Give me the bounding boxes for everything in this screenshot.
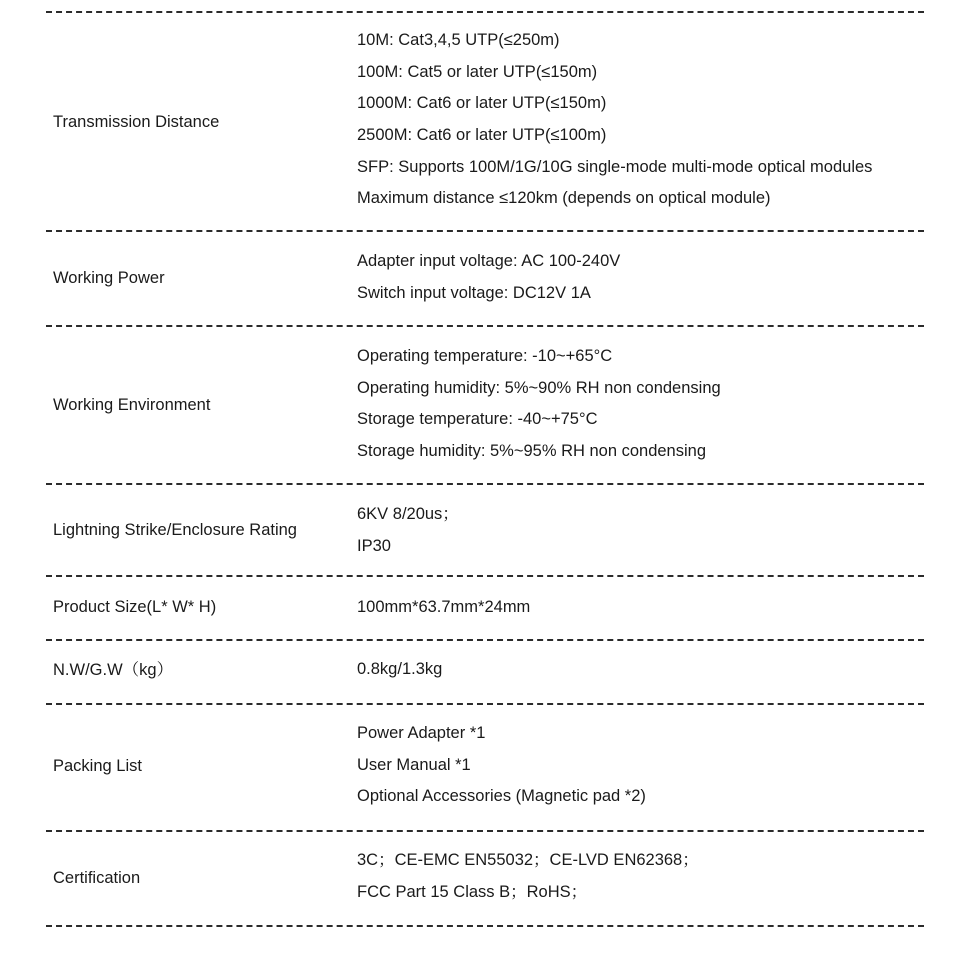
- spec-value: Storage humidity: 5%~95% RH non condensing: [357, 442, 707, 461]
- divider: [46, 639, 924, 641]
- spec-label: Working Environment: [53, 396, 211, 414]
- spec-value: 2500M: Cat6 or later UTP(≤100m): [357, 126, 607, 145]
- spec-value: Adapter input voltage: AC 100-240V: [357, 252, 621, 270]
- spec-value: Operating temperature: -10~+65°C: [357, 347, 613, 365]
- spec-value: 1000M: Cat6 or later UTP(≤150m): [357, 94, 607, 113]
- spec-values: [357, 341, 721, 468]
- spec-value: Operating humidity: 5%~90% RH non condensing: [357, 378, 721, 397]
- spec-value: User Manual *1: [357, 755, 471, 774]
- spec-value: IP30: [357, 536, 391, 555]
- spec-values: [357, 25, 872, 215]
- spec-values: [357, 246, 620, 309]
- spec-value: 0.8kg/1.3kg: [357, 660, 443, 678]
- spec-label: Transmission Distance: [53, 113, 220, 131]
- divider: [46, 575, 924, 577]
- divider: [46, 230, 924, 232]
- spec-values: [357, 718, 646, 813]
- spec-value: Optional Accessories (Magnetic pad *2): [357, 787, 646, 806]
- spec-values: [357, 499, 459, 562]
- spec-value: Maximum distance ≤120km (depends on optical module): [357, 189, 771, 208]
- spec-label: Certification: [53, 869, 141, 887]
- spec-value: 6KV 8/20us；: [357, 505, 459, 523]
- divider: [46, 325, 924, 327]
- spec-label: Lightning Strike/Enclosure Rating: [53, 521, 297, 539]
- spec-value: Power Adapter *1: [357, 724, 486, 742]
- spec-value: 10M: Cat3,4,5 UTP(≤250m): [357, 31, 560, 49]
- spec-value: Switch input voltage: DC12V 1A: [357, 283, 591, 302]
- spec-values: [357, 654, 442, 686]
- divider: [46, 925, 924, 927]
- divider: [46, 830, 924, 832]
- spec-value: 3C；CE-EMC EN55032；CE-LVD EN62368；: [357, 851, 699, 869]
- spec-value: SFP: Supports 100M/1G/10G single-mode multi-mode optical modules: [357, 157, 873, 176]
- spec-values: [357, 592, 530, 624]
- spec-values: [357, 845, 699, 908]
- spec-value: Storage temperature: -40~+75°C: [357, 410, 598, 429]
- spec-label: Working Power: [53, 269, 165, 287]
- divider: [46, 703, 924, 705]
- spec-label: Product Size(L* W* H): [53, 598, 217, 616]
- spec-value: 100mm*63.7mm*24mm: [357, 598, 531, 616]
- spec-label: N.W/G.W（kg）: [53, 661, 174, 679]
- spec-value: FCC Part 15 Class B；RoHS；: [357, 882, 588, 901]
- spec-label: Packing List: [53, 757, 142, 775]
- divider: [46, 11, 924, 13]
- spec-value: 100M: Cat5 or later UTP(≤150m): [357, 62, 598, 81]
- divider: [46, 483, 924, 485]
